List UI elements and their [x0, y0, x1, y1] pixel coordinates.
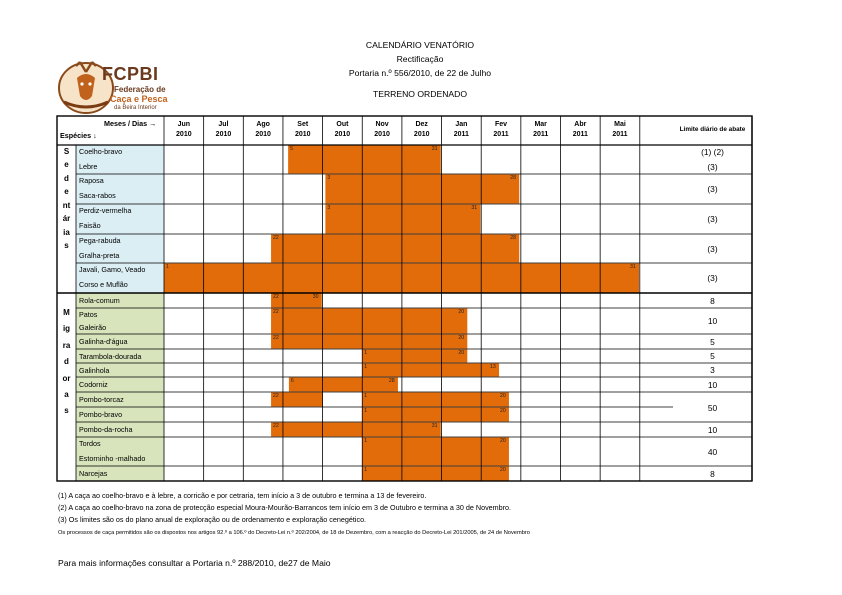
header-portaria: Portaria n.º 556/2010, de 22 de Julho [348, 68, 492, 78]
daily-limit: 10 [707, 424, 718, 435]
daily-limit: (1) (2) [701, 147, 724, 157]
species-name: Galeirão [79, 323, 107, 332]
bar-start-day: 22 [273, 294, 279, 300]
season-bar [271, 423, 441, 437]
bar-end-day: 20 [458, 350, 465, 356]
month-header: Fev [494, 121, 508, 128]
month-year: 2010 [294, 131, 311, 138]
month-header: Nov [375, 121, 389, 128]
bar-start-day: 1 [364, 408, 368, 414]
species-name: Pega-rabuda [79, 236, 121, 245]
group-label-sedentarias: Sedentárias [62, 147, 71, 251]
species-name: Tarambola-dourada [79, 351, 142, 361]
species-name: Coelho-bravo [79, 147, 123, 156]
species-name: Saca-rabos [79, 191, 116, 200]
species-name: Galinha-d'água [79, 337, 128, 346]
species-name: Lebre [79, 161, 98, 171]
species-name: Gralha-preta [79, 250, 120, 260]
season-bar [288, 146, 441, 174]
daily-limit: (3) [707, 184, 718, 194]
logo-acronym: FCPBI [102, 64, 159, 84]
month-header: Dez [415, 121, 428, 128]
season-bar [289, 378, 398, 392]
corner-months-label: Meses / Dias → [104, 119, 157, 128]
bar-start-day: 22 [273, 335, 279, 341]
season-bar [271, 335, 467, 349]
header-subtitle: Rectificação [396, 54, 444, 64]
season-bar [362, 393, 509, 407]
bar-end-day: 20 [499, 408, 506, 414]
bar-end-day: 31 [431, 423, 438, 429]
species-name: Pombo-bravo [79, 410, 123, 419]
month-header: Jan [455, 121, 468, 128]
bar-start-day: 22 [273, 423, 279, 429]
species-name: Javali, Gamo, Veado [79, 265, 146, 274]
season-bar [362, 364, 499, 377]
month-header: Jun [177, 121, 191, 128]
month-year: 2011 [533, 131, 549, 138]
daily-limit: 50 [707, 403, 718, 413]
daily-limit: (3) [707, 161, 718, 172]
season-bar [362, 350, 467, 363]
month-header: Mai [614, 121, 626, 128]
month-year: 2011 [453, 131, 469, 138]
note-processos: Os processos de caça permitidos são os dispostos nos artigos 92.º a 106.º do Decreto-Lei n.º 202/2004, de 18 de Dezembro, com a reacção do Decreto-Lei 201/2005, de 24 de Novembro [58, 530, 530, 536]
species-name: Perdiz-vermelha [79, 206, 132, 215]
note-1: (1) A caça ao coelho-bravo e à lebre, a corricão e por cetraria, tem início a 3 de outubro e termina a 13 de fevereiro. [58, 491, 427, 500]
species-name: Galinhola [79, 365, 110, 375]
daily-limit: (3) [707, 243, 718, 254]
bar-end-day: 13 [490, 364, 496, 370]
bar-end-day: 20 [499, 393, 506, 399]
bar-end-day: 20 [458, 309, 465, 315]
month-header: Set [297, 121, 309, 128]
species-name: Estorninho -malhado [79, 453, 146, 463]
species-name: Rola-comum [79, 296, 120, 305]
bar-end-day: 31 [630, 264, 636, 270]
daily-limit: 10 [707, 379, 718, 390]
month-year: 2011 [493, 131, 509, 138]
bar-start-day: 1 [364, 438, 368, 444]
season-bar [362, 438, 509, 466]
bar-start-day: 5 [290, 146, 293, 152]
species-name: Narcejas [79, 469, 108, 478]
month-year: 2010 [374, 131, 390, 138]
bar-start-day: 3 [327, 175, 331, 181]
species-name: Corso e Muflão [79, 280, 128, 289]
logo-line1: Federação de [114, 85, 166, 94]
month-header: Ago [256, 121, 270, 128]
daily-limit: 8 [710, 295, 715, 306]
month-header: Jul [218, 121, 229, 128]
month-year: 2010 [255, 131, 271, 138]
species-name: Raposa [79, 176, 104, 185]
daily-limit: 5 [710, 351, 715, 361]
footer-info: Para mais informações consultar a Portaria n.º 288/2010, de27 de Maio [58, 558, 331, 568]
daily-limit: 5 [710, 336, 715, 347]
season-bar [362, 408, 509, 422]
daily-limit: 3 [710, 365, 715, 375]
season-bar [271, 309, 467, 334]
month-header: Abr [574, 121, 587, 128]
month-header: Mar [534, 121, 547, 128]
bar-end-day: 28 [388, 378, 395, 384]
species-name: Pombo-da-rocha [79, 425, 133, 434]
logo-line2: Caça e Pesca [110, 94, 168, 104]
header-title: CALENDÁRIO VENATÓRIO [365, 40, 475, 50]
daily-limit: (3) [707, 273, 718, 283]
bar-end-day: 31 [431, 146, 438, 152]
header-terrain: TERRENO ORDENADO [372, 89, 468, 99]
species-name: Codorniz [79, 380, 108, 389]
bar-start-day: 6 [290, 378, 294, 384]
bar-start-day: 1 [364, 350, 368, 356]
species-name: Patos [79, 310, 98, 319]
bar-start-day: 1 [364, 393, 368, 399]
season-bar [271, 235, 519, 263]
season-bar [325, 175, 519, 204]
bar-start-day: 1 [364, 467, 368, 473]
species-name: Tordos [79, 439, 101, 448]
limit-header: Limite diário de abate [679, 126, 746, 133]
bar-end-day: 28 [510, 175, 517, 181]
daily-limit: (3) [707, 214, 718, 224]
bar-end-day: 20 [458, 335, 465, 341]
corner-species-label: Espécies ↓ [60, 131, 97, 140]
bar-start-day: 22 [273, 393, 279, 399]
month-year: 2011 [612, 131, 628, 138]
month-header: Out [336, 121, 349, 128]
month-year: 2010 [215, 131, 232, 138]
month-year: 2010 [334, 131, 351, 138]
note-2: (2) A caça ao coelho-bravo na zona de protecção especial Moura-Mourão-Barrancos tem início em 3 de Outubro e termina a 30 de Novembro. [58, 503, 512, 512]
season-bar [325, 205, 480, 234]
daily-limit: 8 [710, 468, 715, 479]
bar-start-day: 22 [273, 235, 279, 241]
daily-limit: 40 [707, 446, 718, 457]
bar-end-day: 28 [510, 235, 517, 241]
species-name: Pombo-torcaz [79, 395, 124, 404]
month-year: 2011 [572, 131, 588, 138]
month-year: 2010 [413, 131, 430, 138]
bar-end-day: 30 [312, 294, 319, 300]
daily-limit: 10 [707, 316, 718, 326]
logo-line3: da Beira Interior [114, 105, 157, 111]
bar-end-day: 31 [471, 205, 478, 211]
bar-start-day: 1 [364, 364, 368, 370]
note-3: (3) Os limites são os do plano anual de exploração ou de ordenamento e exploração cenegético. [58, 515, 367, 524]
group-label-migradoras: Migradoras [62, 308, 71, 416]
bar-start-day: 22 [273, 309, 279, 315]
species-name: Faisão [79, 221, 101, 230]
season-bar [362, 467, 509, 481]
bar-start-day: 1 [166, 264, 169, 270]
bar-end-day: 20 [499, 438, 506, 444]
bar-end-day: 20 [499, 467, 506, 473]
bar-start-day: 3 [327, 205, 331, 211]
month-year: 2010 [176, 131, 192, 138]
